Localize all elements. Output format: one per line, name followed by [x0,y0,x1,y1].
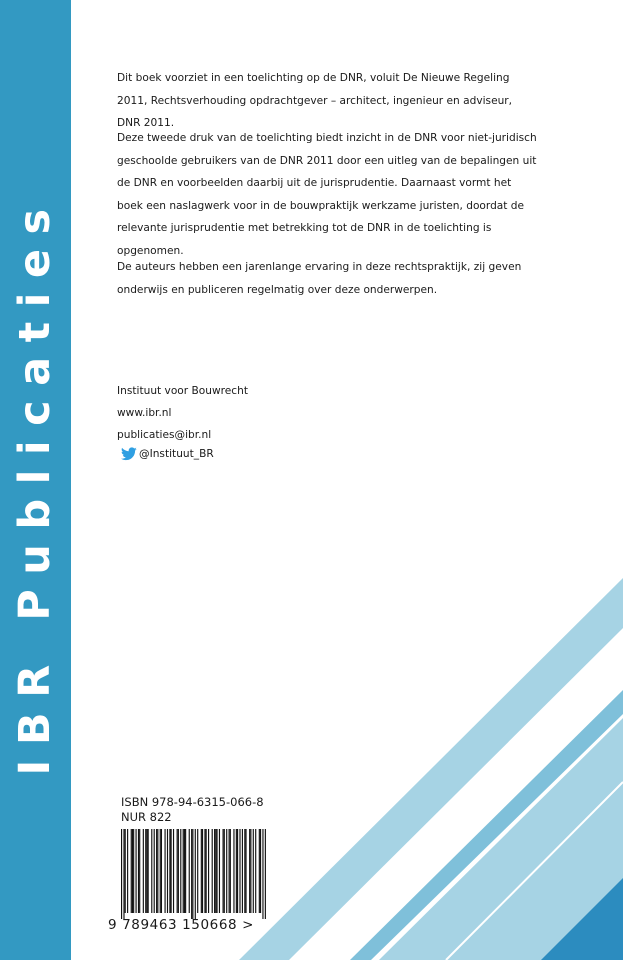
barcode-bar [233,829,234,913]
barcode-bar [133,829,134,913]
barcode-bar [262,829,263,919]
barcode-bar [216,829,217,913]
barcode-bar [265,829,266,919]
barcode-bar [154,829,155,913]
barcode-bar [161,829,162,913]
barcode-bar [189,829,190,913]
barcode-bar [215,829,216,913]
blurb-paragraph-2: Deze tweede druk van de toelichting biedt inzicht in de DNR voor niet-juridisch geschoolde gebruikers van de DNR 2011 door een uitleg van de bepalingen uit de DNR en voorbeelden daarbij uit de jurisprudentie. Daarnaast vormt het boek een naslagwerk voor in de bouwpraktijk werkzame juristen, doordat de relevante jurisprudentie met betrekking tot de DNR in de toelichting is opgenomen. [117,132,537,257]
barcode-bar [121,829,122,919]
barcode [121,829,266,919]
barcode-bar [156,829,157,913]
barcode-bar [244,829,245,913]
barcode-bar [226,829,227,913]
barcode-bar [250,829,251,913]
barcode-bar [185,829,186,913]
barcode-bar [208,829,209,913]
twitter-contact[interactable] [121,447,214,461]
barcode-bar [136,829,137,913]
barcode-bar [212,829,213,913]
barcode-bar [148,829,149,913]
barcode-bar [165,829,166,913]
barcode-bar [183,829,184,913]
barcode-bar [192,829,193,919]
barcode-bar [245,829,246,913]
barcode-bar [131,829,132,913]
blurb-paragraph-1: Dit boek voorziet in een toelichting op de DNR, voluit De Nieuwe Regeling 2011, Rechtsverhouding opdrachtgever – architect, ingenieur en adviseur, DNR 2011. [117,72,513,129]
barcode-bar [146,829,147,913]
barcode-bar [169,829,170,913]
barcode-bar [239,829,240,913]
barcode-bar [180,829,181,913]
barcode-bar [139,829,140,913]
publisher-website[interactable]: www.ibr.nl [117,407,172,419]
barcode-bar [214,829,215,913]
barcode-bar [195,829,196,919]
barcode-bar [259,829,260,913]
spine-title: IBR Publicaties [10,194,60,776]
barcode-bar [242,829,243,913]
barcode-bar [197,829,198,913]
barcode-bar [132,829,133,913]
publisher-email[interactable]: publicaties@ibr.nl [117,429,212,441]
barcode-bar [260,829,261,913]
barcode-bar [151,829,152,913]
barcode-bar [191,829,192,919]
barcode-bar [230,829,231,913]
barcode-bar [167,829,168,913]
publisher-name: Instituut voor Bouwrecht [117,385,248,397]
barcode-bar [219,829,220,913]
barcode-bar [125,829,126,913]
barcode-bar [173,829,174,913]
twitter-bird-icon [121,447,137,461]
barcode-bar [236,829,237,913]
blurb-paragraph-3: De auteurs hebben een jarenlange ervaring in deze rechtspraktijk, zij geven onderwijs en publiceren regelmatig over deze onderwerpen. [117,261,522,296]
barcode-bar [223,829,224,913]
barcode-bar [249,829,250,913]
barcode-bar [204,829,205,913]
barcode-bar [138,829,139,913]
barcode-bar [177,829,178,913]
barcode-bar [178,829,179,913]
barcode-bar [160,829,161,913]
barcode-bar [143,829,144,913]
barcode-bar [145,829,146,913]
barcode-digits: 9 789463 150668 > [108,917,255,933]
barcode-bar [224,829,225,913]
barcode-bar [202,829,203,913]
barcode-bar [184,829,185,913]
twitter-handle: @Instituut_BR [139,448,214,460]
nur-code: NUR 822 [121,810,172,824]
barcode-bar [127,829,128,913]
barcode-bar [253,829,254,913]
barcode-bar [171,829,172,913]
barcode-bar [206,829,207,913]
barcode-bar [255,829,256,913]
barcode-bar [201,829,202,913]
barcode-bar [237,829,238,913]
barcode-bar [157,829,158,913]
barcode-bar [123,829,124,919]
isbn-number: ISBN 978-94-6315-066-8 [121,795,264,809]
barcode-bar [229,829,230,913]
